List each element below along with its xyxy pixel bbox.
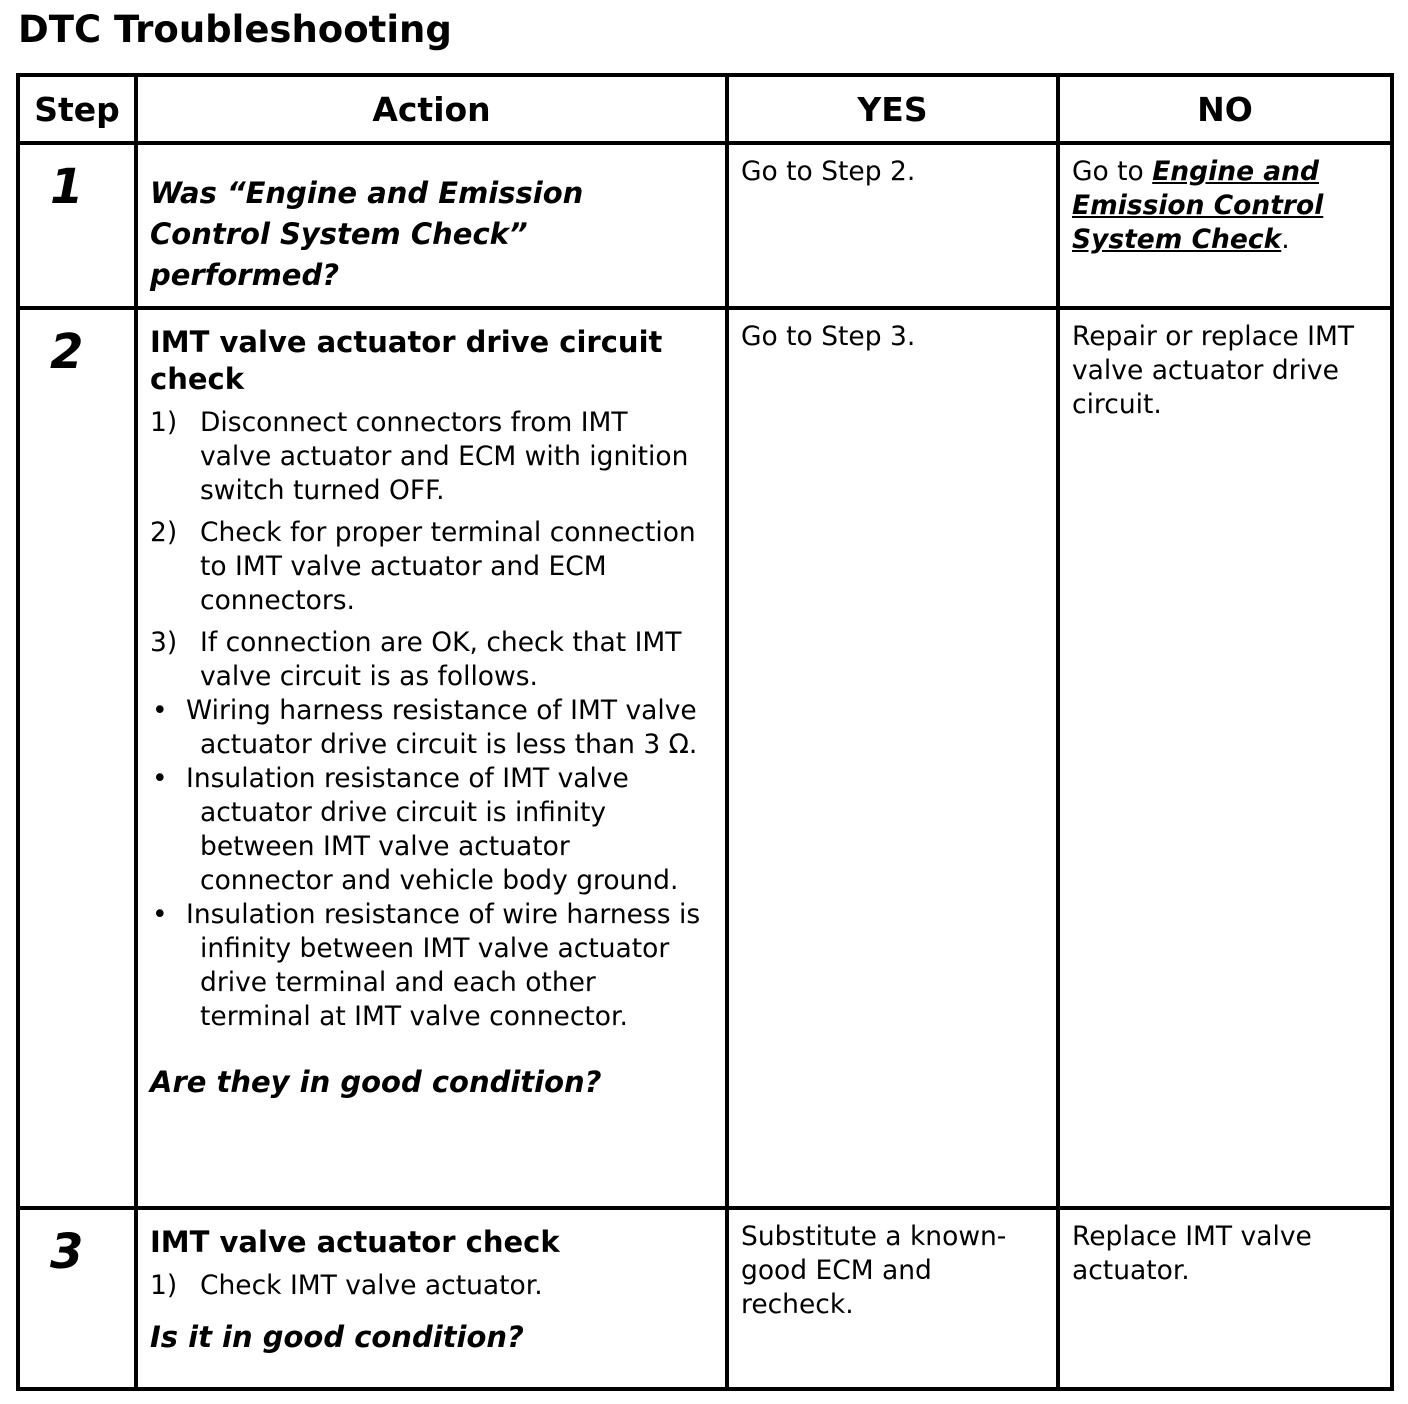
criteria-item [150,694,705,762]
item-text: Disconnect connectors from IMT valve actuator and ECM with ignition switch turned OFF. [200,407,689,506]
procedure-item [150,406,705,508]
action-heading: IMT valve actuator drive circuit check [150,325,663,396]
step-cell [18,1208,136,1389]
step-cell [18,143,136,308]
no-prefix: Go to [1072,156,1153,187]
action-cell [136,143,727,308]
step-number: 3 [50,1224,84,1280]
item-text: Check IMT valve actuator. [200,1270,543,1301]
action-cell [136,308,727,1208]
yes-text: Go to Step 3. [741,321,916,352]
table-row-step-1 [18,143,1392,308]
no-suffix: . [1281,224,1290,255]
no-cell [1058,308,1392,1208]
header-action: Action [136,75,727,143]
procedure-item [150,1269,705,1303]
criteria-list [150,694,705,1034]
procedure-list [150,406,705,1034]
criteria-text: Insulation resistance of IMT valve actuator drive circuit is infinity between IMT valve actuator connector and vehicle body ground. [186,763,679,896]
yes-text: Substitute a known-good ECM and recheck. [741,1221,1007,1320]
action-question: Are they in good condition? [150,1065,602,1099]
yes-text: Go to Step 2. [741,156,916,187]
procedure-item [150,626,705,1034]
action-question: Was “Engine and Emission Control System Check” performed? [150,176,584,292]
no-cell [1058,143,1392,308]
step-cell [18,308,136,1208]
item-text: Check for proper terminal connection to IMT valve actuator and ECM connectors. [200,517,696,616]
action-question: Is it in good condition? [150,1320,524,1354]
page-title: DTC Troubleshooting [18,8,452,51]
header-yes: YES [727,75,1058,143]
yes-cell [727,308,1058,1208]
dtc-table [16,73,1394,1391]
action-cell [136,1208,727,1389]
bullet-icon: • [152,763,168,794]
criteria-text: Wiring harness resistance of IMT valve actuator drive circuit is less than 3 Ω. [186,695,698,760]
step-number: 1 [50,159,84,215]
step-number: 2 [50,324,84,380]
procedure-item [150,516,705,618]
no-text [1060,145,1390,257]
no-text: Repair or replace IMT valve actuator drive circuit. [1072,321,1355,420]
item-number: 3) [150,627,178,658]
header-row [18,75,1392,143]
engine-emission-check-link[interactable]: Engine and Emission Control System Check [1072,156,1324,255]
item-number: 1) [150,407,178,438]
item-number: 1) [150,1270,178,1301]
table-row-step-2 [18,308,1392,1208]
item-text: If connection are OK, check that IMT valve circuit is as follows. [200,627,682,692]
criteria-item [150,762,705,898]
item-number: 2) [150,517,178,548]
yes-cell [727,143,1058,308]
no-cell [1058,1208,1392,1389]
header-step: Step [18,75,136,143]
criteria-text: Insulation resistance of wire harness is infinity between IMT valve actuator drive terminal and each other terminal at IMT valve connector. [186,899,701,1032]
bullet-icon: • [152,695,168,726]
bullet-icon: • [152,899,168,930]
criteria-item [150,898,705,1034]
yes-cell [727,1208,1058,1389]
procedure-list [150,1269,705,1303]
header-no: NO [1058,75,1392,143]
action-heading: IMT valve actuator check [150,1225,560,1259]
table-row-step-3 [18,1208,1392,1389]
no-text: Replace IMT valve actuator. [1072,1221,1312,1286]
